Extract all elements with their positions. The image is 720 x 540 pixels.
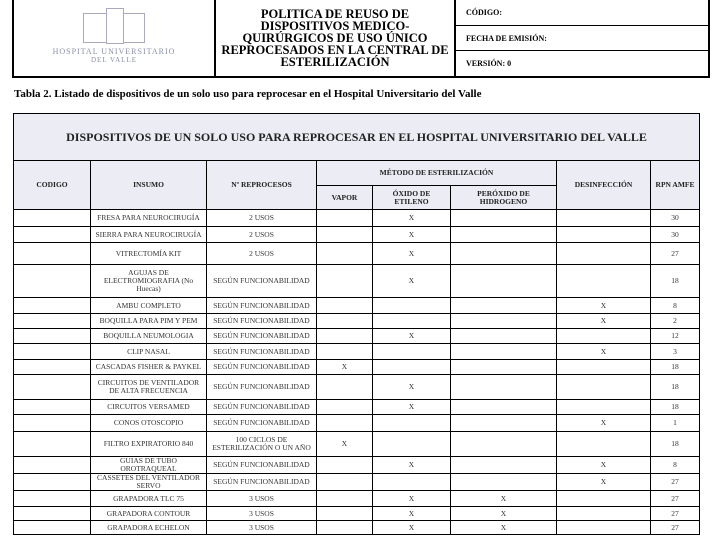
table-row	[14, 432, 700, 457]
table-row	[14, 265, 700, 298]
cell-oxido: X	[373, 210, 451, 227]
cell-vapor	[317, 314, 373, 329]
cell-reprocesos: SEGÚN FUNCIONABILIDAD	[207, 457, 317, 474]
codigo-field: CÓDIGO:	[456, 0, 708, 26]
cell-peroxido	[451, 375, 557, 400]
cell-reprocesos: SEGÚN FUNCIONABILIDAD	[207, 344, 317, 360]
cell-reprocesos: 2 USOS	[207, 227, 317, 243]
cell-codigo	[14, 360, 91, 375]
cell-desinfeccion: X	[557, 415, 651, 432]
cell-rpn: 27	[651, 243, 700, 265]
cell-reprocesos: 100 CICLOS DE ESTERILIZACIÓN O UN AÑO	[207, 432, 317, 457]
cell-desinfeccion: X	[557, 298, 651, 314]
cell-rpn: 8	[651, 298, 700, 314]
table-title: DISPOSITIVOS DE UN SOLO USO PARA REPROCESAR EN EL HOSPITAL UNIVERSITARIO DEL VALLE	[14, 114, 700, 161]
cell-rpn: 2	[651, 314, 700, 329]
col-rpn: RPN AMFE	[651, 161, 700, 210]
cell-insumo: CONOS OTOSCOPIO	[91, 415, 207, 432]
version-field: VERSIÓN: 0	[466, 59, 512, 69]
cell-codigo	[14, 375, 91, 400]
logo-line-1: HOSPITAL UNIVERSITARIO	[52, 46, 176, 56]
cell-insumo: GUIAS DE TUBO OROTRAQUEAL	[91, 457, 207, 474]
cell-rpn: 8	[651, 457, 700, 474]
cell-desinfeccion	[557, 265, 651, 298]
table-row	[14, 329, 700, 344]
cell-vapor	[317, 329, 373, 344]
cell-codigo	[14, 507, 91, 521]
cell-vapor	[317, 415, 373, 432]
cell-reprocesos: SEGÚN FUNCIONABILIDAD	[207, 360, 317, 375]
cell-rpn: 12	[651, 329, 700, 344]
col-insumo: INSUMO	[91, 161, 207, 210]
document-title: POLITICA DE REUSO DE DISPOSITIVOS MEDICO-QUIRÚRGICOS DE USO ÚNICO REPROCESADOS EN LA CENTRAL DE ESTERILIZACIÓN	[216, 0, 456, 76]
cell-codigo	[14, 474, 91, 491]
cell-peroxido	[451, 243, 557, 265]
cell-rpn: 30	[651, 210, 700, 227]
cell-desinfeccion	[557, 400, 651, 415]
cell-insumo: CASSETES DEL VENTILADOR SERVO	[91, 474, 207, 491]
cell-insumo: SIERRA PARA NEUROCIRUGÍA	[91, 227, 207, 243]
cell-insumo: FRESA PARA NEUROCIRUGÍA	[91, 210, 207, 227]
cell-vapor	[317, 243, 373, 265]
document-header	[12, 0, 710, 78]
col-vapor: VAPOR	[317, 186, 373, 210]
col-desinfeccion: DESINFECCIÓN	[557, 161, 651, 210]
cell-desinfeccion	[557, 227, 651, 243]
hospital-logo	[14, 0, 216, 76]
cell-desinfeccion	[557, 329, 651, 344]
cell-oxido	[373, 415, 451, 432]
fecha-emision-field: FECHA DE EMISIÓN:	[456, 26, 708, 52]
cell-vapor	[317, 507, 373, 521]
cell-reprocesos: SEGÚN FUNCIONABILIDAD	[207, 400, 317, 415]
cell-rpn: 18	[651, 265, 700, 298]
cell-codigo	[14, 314, 91, 329]
cell-desinfeccion	[557, 360, 651, 375]
cell-codigo	[14, 227, 91, 243]
cell-oxido: X	[373, 507, 451, 521]
cell-rpn: 18	[651, 432, 700, 457]
cell-vapor	[317, 474, 373, 491]
cell-peroxido	[451, 432, 557, 457]
cell-desinfeccion	[557, 507, 651, 521]
cell-rpn: 3	[651, 344, 700, 360]
cell-reprocesos: SEGÚN FUNCIONABILIDAD	[207, 329, 317, 344]
cell-peroxido: X	[451, 507, 557, 521]
building-icon	[83, 13, 145, 43]
cell-vapor	[317, 344, 373, 360]
cell-codigo	[14, 298, 91, 314]
cell-desinfeccion: X	[557, 344, 651, 360]
cell-rpn: 18	[651, 375, 700, 400]
cell-reprocesos: SEGÚN FUNCIONABILIDAD	[207, 415, 317, 432]
cell-insumo: FILTRO EXPIRATORIO 840	[91, 432, 207, 457]
cell-vapor	[317, 457, 373, 474]
cell-reprocesos: SEGÚN FUNCIONABILIDAD	[207, 265, 317, 298]
cell-desinfeccion	[557, 432, 651, 457]
cell-peroxido	[451, 415, 557, 432]
cell-reprocesos: SEGÚN FUNCIONABILIDAD	[207, 474, 317, 491]
table-row	[14, 415, 700, 432]
cell-insumo: GRAPADORA CONTOUR	[91, 507, 207, 521]
cell-rpn: 27	[651, 507, 700, 521]
table-row	[14, 360, 700, 375]
cell-vapor	[317, 400, 373, 415]
logo-line-2: DEL VALLE	[90, 55, 137, 64]
cell-rpn: 27	[651, 491, 700, 507]
table-row	[14, 314, 700, 329]
cell-vapor	[317, 491, 373, 507]
cell-codigo	[14, 415, 91, 432]
col-peroxido: PERÓXIDO DE HIDROGENO	[451, 186, 557, 210]
cell-desinfeccion: X	[557, 474, 651, 491]
cell-reprocesos: SEGÚN FUNCIONABILIDAD	[207, 375, 317, 400]
cell-insumo: BOQUILLA PARA PIM Y PEM	[91, 314, 207, 329]
cell-desinfeccion	[557, 243, 651, 265]
cell-reprocesos: SEGÚN FUNCIONABILIDAD	[207, 314, 317, 329]
cell-vapor: X	[317, 360, 373, 375]
cell-oxido	[373, 298, 451, 314]
cell-insumo: CIRCUITOS VERSAMED	[91, 400, 207, 415]
cell-desinfeccion	[557, 491, 651, 507]
cell-insumo: GRAPADORA TLC 75	[91, 491, 207, 507]
cell-codigo	[14, 457, 91, 474]
devices-table	[13, 113, 700, 535]
cell-codigo	[14, 243, 91, 265]
cell-oxido	[373, 360, 451, 375]
cell-vapor	[317, 298, 373, 314]
cell-peroxido	[451, 474, 557, 491]
cell-oxido: X	[373, 329, 451, 344]
cell-oxido	[373, 474, 451, 491]
cell-reprocesos: SEGÚN FUNCIONABILIDAD	[207, 298, 317, 314]
cell-oxido	[373, 432, 451, 457]
cell-peroxido	[451, 329, 557, 344]
cell-peroxido	[451, 265, 557, 298]
cell-oxido: X	[373, 243, 451, 265]
cell-desinfeccion: X	[557, 457, 651, 474]
cell-peroxido	[451, 400, 557, 415]
table-row	[14, 474, 700, 491]
col-codigo: CODIGO	[14, 161, 91, 210]
table-row	[14, 400, 700, 415]
cell-peroxido	[451, 344, 557, 360]
cell-rpn: 1	[651, 415, 700, 432]
cell-codigo	[14, 344, 91, 360]
cell-peroxido	[451, 314, 557, 329]
cell-vapor	[317, 375, 373, 400]
cell-rpn: 18	[651, 400, 700, 415]
cell-codigo	[14, 491, 91, 507]
document-meta	[456, 0, 708, 76]
table-row	[14, 375, 700, 400]
cell-insumo: CIRCUITOS DE VENTILADOR DE ALTA FRECUENCIA	[91, 375, 207, 400]
cell-rpn: 30	[651, 227, 700, 243]
cell-desinfeccion: X	[557, 314, 651, 329]
cell-oxido: X	[373, 400, 451, 415]
cell-rpn: 18	[651, 360, 700, 375]
cell-oxido: X	[373, 457, 451, 474]
cell-reprocesos: 3 USOS	[207, 507, 317, 521]
cell-codigo	[14, 432, 91, 457]
cell-desinfeccion	[557, 375, 651, 400]
cell-oxido: X	[373, 375, 451, 400]
cell-peroxido: X	[451, 521, 557, 535]
cell-insumo: VITRECTOMÍA KIT	[91, 243, 207, 265]
table-row	[14, 227, 700, 243]
cell-codigo	[14, 329, 91, 344]
cell-peroxido	[451, 227, 557, 243]
cell-insumo: GRAPADORA ECHELON	[91, 521, 207, 535]
cell-insumo: AMBU COMPLETO	[91, 298, 207, 314]
cell-vapor	[317, 521, 373, 535]
cell-codigo	[14, 521, 91, 535]
cell-rpn: 27	[651, 521, 700, 535]
cell-vapor	[317, 210, 373, 227]
cell-reprocesos: 2 USOS	[207, 210, 317, 227]
cell-insumo: BOQUILLA NEUMOLOGIA	[91, 329, 207, 344]
cell-codigo	[14, 400, 91, 415]
cell-peroxido	[451, 457, 557, 474]
cell-reprocesos: 3 USOS	[207, 491, 317, 507]
cell-oxido: X	[373, 521, 451, 535]
cell-rpn: 27	[651, 474, 700, 491]
cell-oxido: X	[373, 227, 451, 243]
col-reprocesos: Nº REPROCESOS	[207, 161, 317, 210]
cell-vapor	[317, 265, 373, 298]
cell-oxido	[373, 344, 451, 360]
cell-peroxido	[451, 210, 557, 227]
table-row	[14, 507, 700, 521]
cell-oxido	[373, 314, 451, 329]
table-row	[14, 298, 700, 314]
cell-oxido: X	[373, 491, 451, 507]
table-caption: Tabla 2. Listado de dispositivos de un solo uso para reprocesar en el Hospital Universitario del Valle	[14, 88, 482, 100]
col-oxido: ÓXIDO DE ETILENO	[373, 186, 451, 210]
cell-peroxido: X	[451, 491, 557, 507]
col-metodo: MÉTODO DE ESTERILIZACIÓN	[317, 161, 557, 186]
cell-peroxido	[451, 360, 557, 375]
cell-desinfeccion	[557, 521, 651, 535]
cell-reprocesos: 2 USOS	[207, 243, 317, 265]
table-row	[14, 521, 700, 535]
cell-reprocesos: 3 USOS	[207, 521, 317, 535]
cell-insumo: AGUJAS DE ELECTROMIOGRAFIA (No Huecas)	[91, 265, 207, 298]
cell-insumo: CLIP NASAL	[91, 344, 207, 360]
cell-insumo: CASCADAS FISHER & PAYKEL	[91, 360, 207, 375]
cell-codigo	[14, 265, 91, 298]
cell-oxido: X	[373, 265, 451, 298]
table-row	[14, 210, 700, 227]
cell-desinfeccion	[557, 210, 651, 227]
table-row	[14, 457, 700, 474]
table-row	[14, 491, 700, 507]
cell-vapor	[317, 227, 373, 243]
cell-vapor: X	[317, 432, 373, 457]
cell-codigo	[14, 210, 91, 227]
table-row	[14, 344, 700, 360]
table-row	[14, 243, 700, 265]
cell-peroxido	[451, 298, 557, 314]
